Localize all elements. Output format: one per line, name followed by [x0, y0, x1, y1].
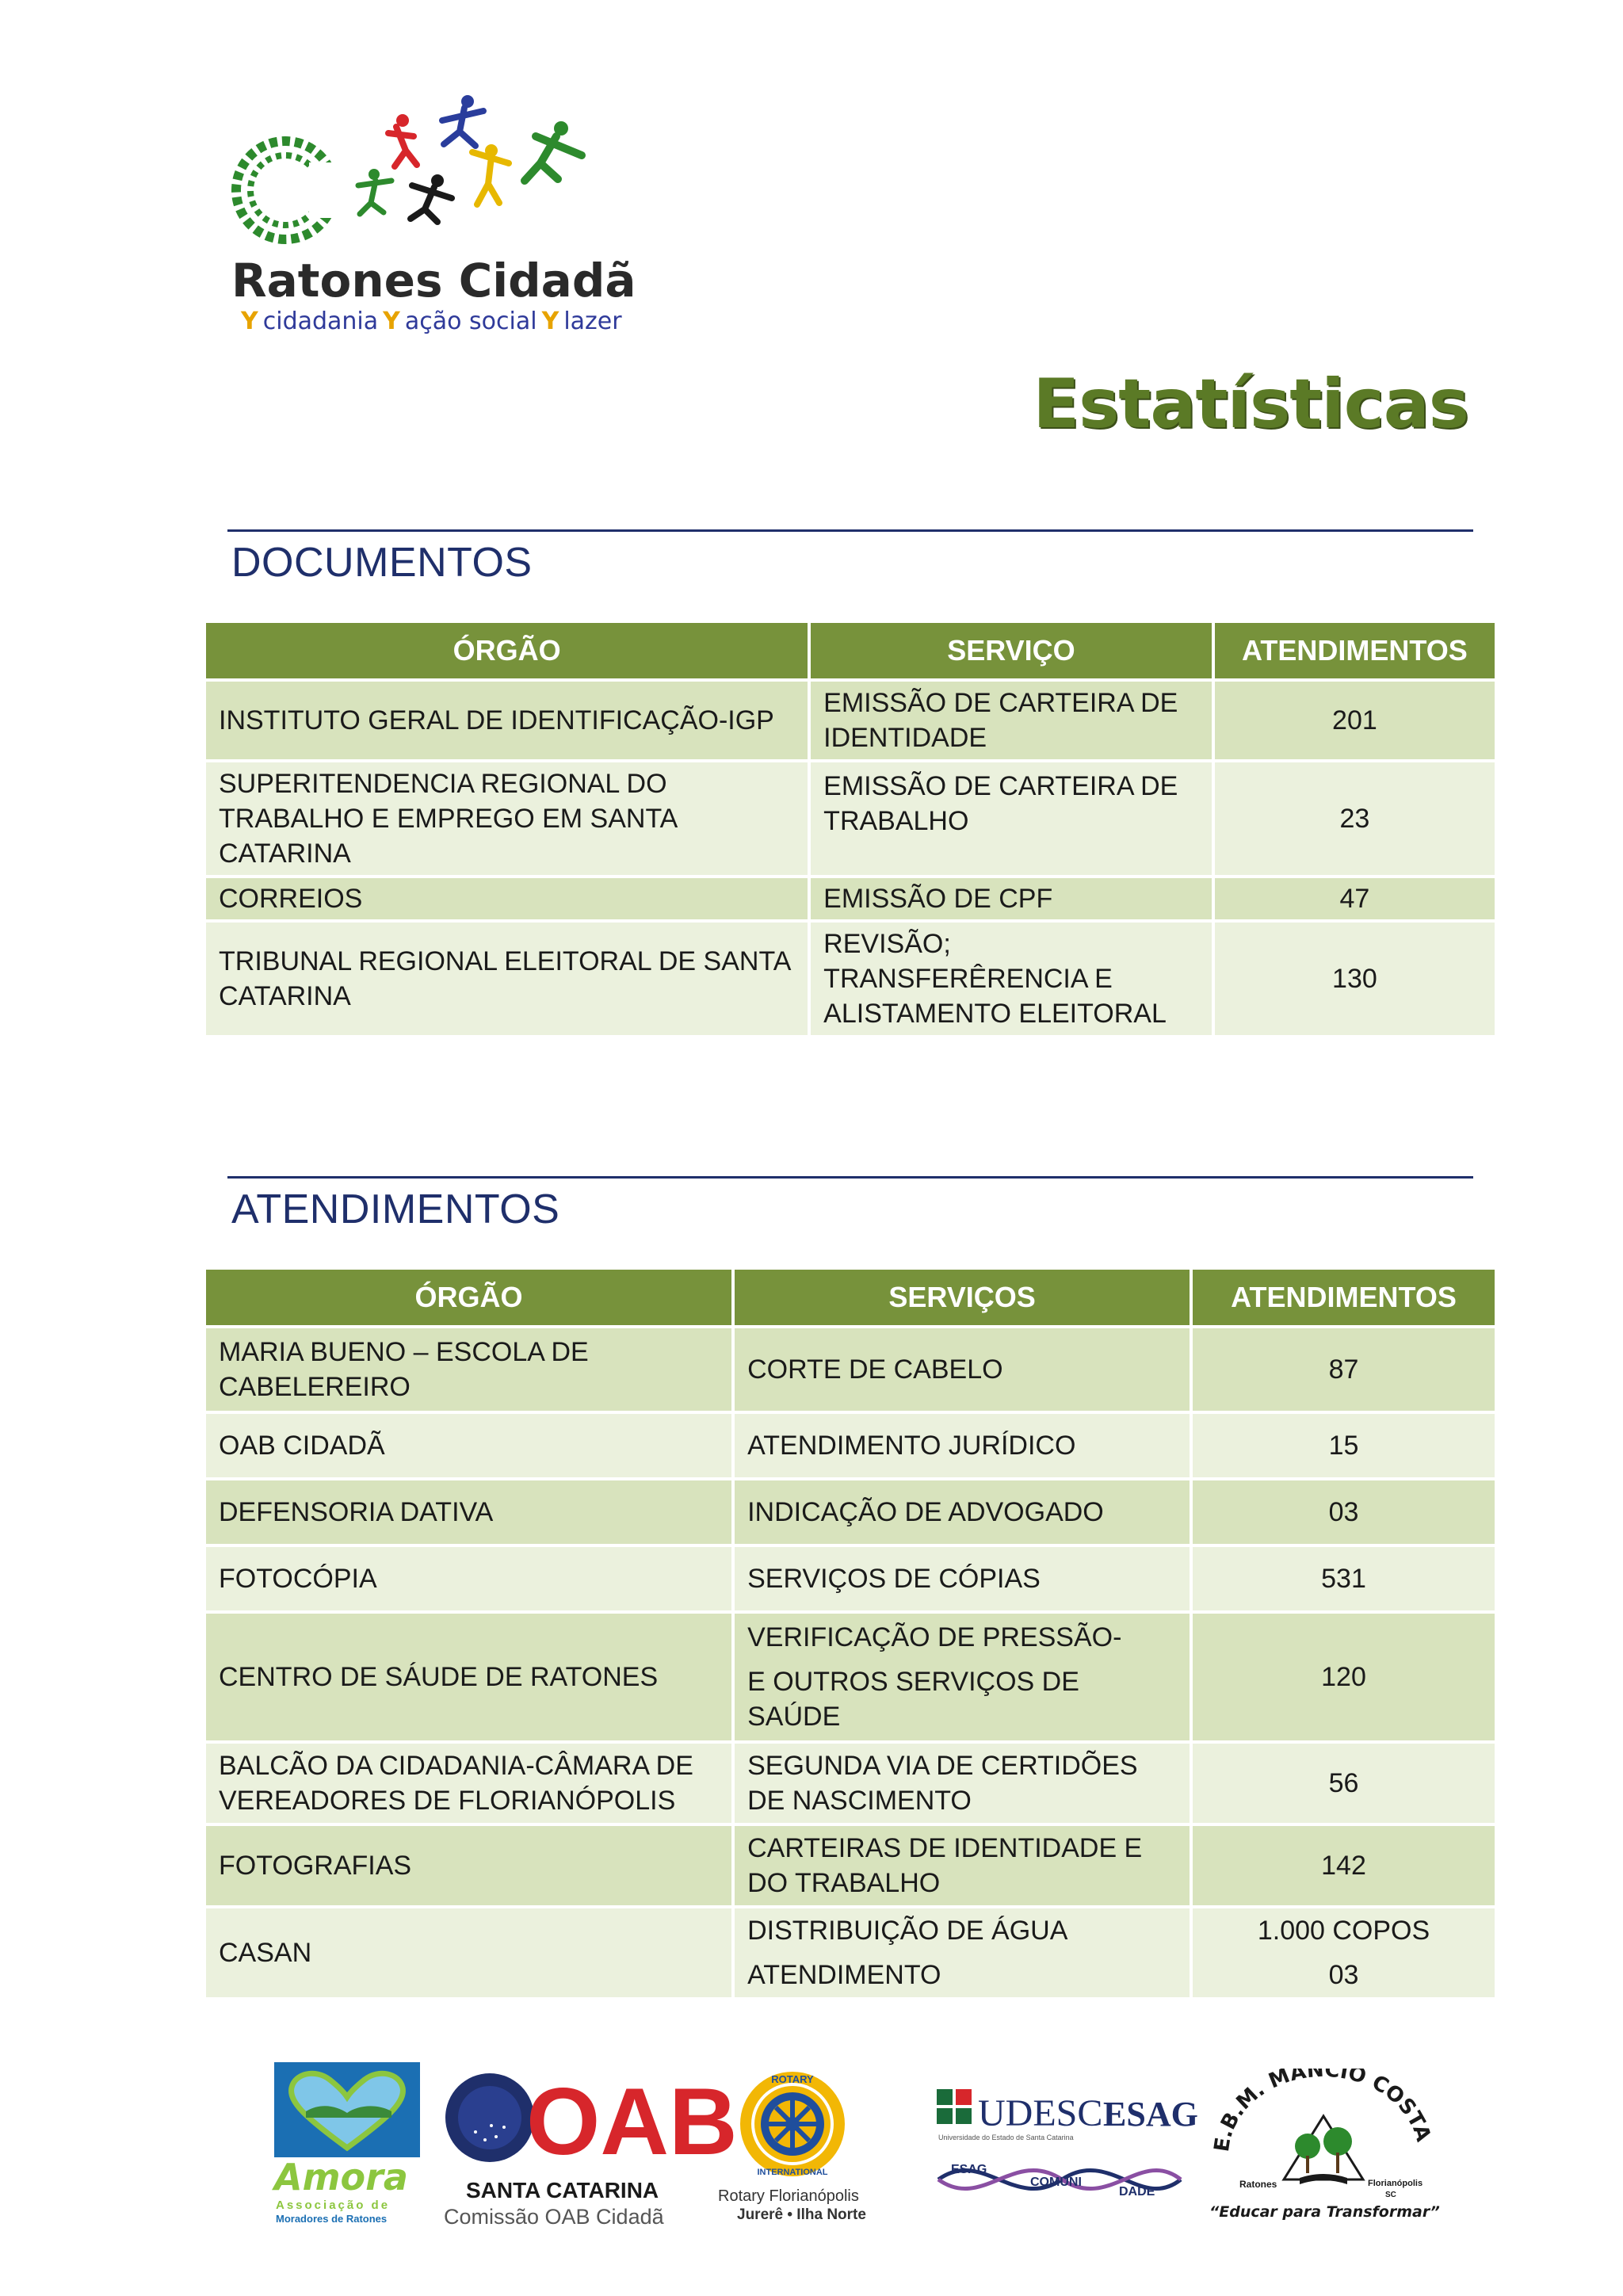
cell-servico: SEGUNDA VIA DE CERTIDÕES DE NASCIMENTO: [735, 1744, 1190, 1823]
ratones-cidada-logo: [230, 87, 636, 341]
table-row: [206, 923, 1495, 1035]
cell-servico: EMISSÃO DE CARTEIRA DE TRABALHO: [811, 762, 1212, 875]
cell-orgao: SUPERITENDENCIA REGIONAL DO TRABALHO E EMPREGO EM SANTA CATARINA: [206, 762, 808, 875]
rotary-ring-top: ROTARY: [771, 2073, 814, 2085]
ebm-motto: “Educar para Transformar”: [1209, 2203, 1440, 2221]
table-row: [206, 878, 1495, 919]
cell-atendimentos: 23: [1215, 762, 1495, 875]
cell-orgao: CENTRO DE SÁUDE DE RATONES: [206, 1614, 731, 1740]
cell-servico: CARTEIRAS DE IDENTIDADE E DO TRABALHO: [735, 1826, 1190, 1905]
cell-atendimentos: 56: [1193, 1744, 1495, 1823]
cell-atendimentos: 201: [1215, 682, 1495, 759]
ebm-emblem-icon: [1205, 2069, 1442, 2203]
table-row: [206, 1908, 1495, 1997]
cell-orgao: MARIA BUENO – ESCOLA DE CABELEREIRO: [206, 1328, 731, 1411]
oab-wordmark: OAB: [526, 2069, 738, 2175]
ebm-right1: Florianópolis: [1368, 2179, 1423, 2188]
cell-atendimentos: 142: [1193, 1826, 1495, 1905]
sponsor-logos: [262, 2053, 1450, 2227]
tagline-item: ação social: [404, 308, 537, 335]
amora-logo: [274, 2062, 425, 2225]
table-row: [206, 1744, 1495, 1823]
section-divider: [227, 529, 1473, 532]
atendimentos-table: [203, 1266, 1498, 2000]
table-row: [206, 682, 1495, 759]
udesc-dna-icon: [935, 2084, 1198, 2227]
table-header-row: [206, 623, 1495, 678]
rotary-wheel-icon: [713, 2069, 872, 2179]
cell-atendimentos: 47: [1215, 878, 1495, 919]
logo-tagline: Y cidadania Y ação social Y lazer: [241, 308, 622, 335]
cell-servico: EMISSÃO DE CPF: [811, 878, 1212, 919]
cell-atendimentos: 87: [1193, 1328, 1495, 1411]
cell-atendimentos-line: 1.000 COPOS: [1257, 1916, 1430, 1946]
udesc-subtitle: Universidade do Estado de Santa Catarina: [938, 2134, 1074, 2141]
cell-servico: ATENDIMENTO JURÍDICO: [735, 1414, 1190, 1477]
section-title-atendimentos: ATENDIMENTOS: [231, 1186, 560, 1232]
rotary-line1: Rotary Florianópolis: [718, 2187, 859, 2205]
cell-orgao: INSTITUTO GERAL DE IDENTIFICAÇÃO-IGP: [206, 682, 808, 759]
amora-heart-icon: [274, 2062, 420, 2157]
cell-servico: [735, 1614, 1190, 1740]
column-header: ÓRGÃO: [206, 1270, 731, 1325]
dna-label: COMUNI: [1030, 2176, 1082, 2189]
cell-servico-line: DISTRIBUIÇÃO DE ÁGUA: [747, 1916, 1068, 1946]
logo-name: Ratones Cidadã: [231, 254, 636, 308]
section-title-documentos: DOCUMENTOS: [231, 540, 533, 586]
dna-label: ESAG: [951, 2163, 987, 2176]
cell-atendimentos-line: 03: [1328, 1960, 1359, 1990]
table-row: [206, 1328, 1495, 1411]
table-row: [206, 762, 1495, 875]
cell-atendimentos: 130: [1215, 923, 1495, 1035]
cell-orgao: OAB CIDADÃ: [206, 1414, 731, 1477]
column-header: ATENDIMENTOS: [1215, 623, 1495, 678]
cell-servico-line: ATENDIMENTO: [747, 1960, 941, 1990]
table-row: [206, 1547, 1495, 1610]
dna-label: DADE: [1119, 2185, 1155, 2199]
rotary-logo: [713, 2069, 872, 2227]
column-header: SERVIÇOS: [735, 1270, 1190, 1325]
tagline-item: cidadania: [262, 308, 379, 335]
column-header: ÓRGÃO: [206, 623, 808, 678]
cell-servico: CORTE DE CABELO: [735, 1328, 1190, 1411]
rotary-ring-bottom: INTERNATIONAL: [757, 2168, 828, 2177]
page-title: Estatísticas: [1033, 365, 1468, 444]
cell-atendimentos: 15: [1193, 1414, 1495, 1477]
section-divider: [227, 1176, 1473, 1179]
cell-orgao: CASAN: [206, 1908, 731, 1997]
ebm-left: Ratones: [1239, 2179, 1277, 2190]
udesc-wordmark: UDESC: [978, 2092, 1103, 2134]
cell-servico: INDICAÇÃO DE ADVOGADO: [735, 1480, 1190, 1544]
cell-orgao: DEFENSORIA DATIVA: [206, 1480, 731, 1544]
ebm-arc-text: E.B.M. MÂNCIO COSTA: [1209, 2069, 1435, 2154]
cell-orgao: FOTOCÓPIA: [206, 1547, 731, 1610]
table-row: [206, 1480, 1495, 1544]
cell-servico-line: E OUTROS SERVIÇOS DE SAÚDE: [747, 1667, 1079, 1732]
documents-table: [203, 620, 1498, 1038]
cell-atendimentos: 531: [1193, 1547, 1495, 1610]
logo-figures-icon: [230, 87, 610, 254]
rotary-line2: Jurerê • Ilha Norte: [737, 2206, 866, 2223]
column-header: ATENDIMENTOS: [1193, 1270, 1495, 1325]
amora-sub2: Moradores de Ratones: [276, 2213, 388, 2225]
cell-orgao: FOTOGRAFIAS: [206, 1826, 731, 1905]
table-row: [206, 1614, 1495, 1740]
oab-line2: Comissão OAB Cidadã: [444, 2205, 664, 2229]
table-row: [206, 1826, 1495, 1905]
cell-atendimentos: 03: [1193, 1480, 1495, 1544]
cell-orgao: CORREIOS: [206, 878, 808, 919]
cell-servico: EMISSÃO DE CARTEIRA DE IDENTIDADE: [811, 682, 1212, 759]
oab-logo: [444, 2069, 738, 2229]
column-header: SERVIÇO: [811, 623, 1212, 678]
esag-wordmark: ESAG: [1103, 2095, 1198, 2134]
cell-servico: SERVIÇOS DE CÓPIAS: [735, 1547, 1190, 1610]
tagline-item: lazer: [563, 308, 622, 335]
table-row: [206, 1414, 1495, 1477]
cell-atendimentos: [1193, 1908, 1495, 1997]
cell-servico-line: VERIFICAÇÃO DE PRESSÃO-: [747, 1622, 1122, 1652]
cell-servico: REVISÃO; TRANSFERÊRENCIA E ALISTAMENTO ELEITORAL: [811, 923, 1212, 1035]
amora-sub1: Associação de: [276, 2199, 391, 2212]
cell-orgao: BALCÃO DA CIDADANIA-CÂMARA DE VEREADORES DE FLORIANÓPOLIS: [206, 1744, 731, 1823]
amora-name: Amora: [274, 2156, 408, 2199]
udesc-esag-logo: [935, 2084, 1198, 2227]
oab-line1: SANTA CATARINA: [466, 2178, 659, 2202]
table-header-row: [206, 1270, 1495, 1325]
oab-emblem-icon: [444, 2069, 738, 2175]
cell-atendimentos: 120: [1193, 1614, 1495, 1740]
ebm-mancio-costa-logo: [1205, 2069, 1442, 2227]
ebm-right2: SC: [1385, 2191, 1396, 2199]
cell-orgao: TRIBUNAL REGIONAL ELEITORAL DE SANTA CATARINA: [206, 923, 808, 1035]
cell-servico: [735, 1908, 1190, 1997]
